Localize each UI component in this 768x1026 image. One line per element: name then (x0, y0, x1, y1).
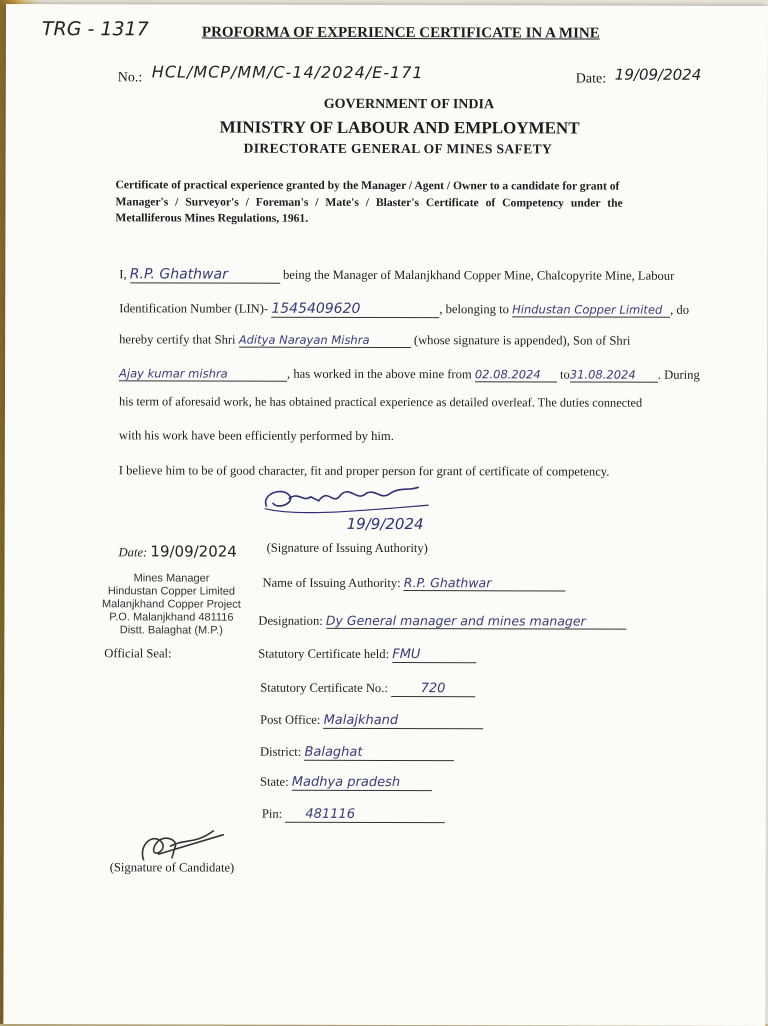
field-row (260, 745, 454, 762)
signature-date: 19/9/2024 (346, 514, 424, 534)
date-label: Date: (575, 71, 607, 87)
do-text: , do (670, 302, 690, 317)
footer-date-value: 19/09/2024 (150, 542, 237, 561)
field-value: FMU (392, 647, 476, 663)
seal-line-5: Distt. Balaghat (M.P.) (119, 624, 223, 637)
seal-line-1: Mines Manager (133, 572, 210, 585)
intro-line-3: Metalliferous Mines Regulations, 1961. (115, 211, 309, 225)
field-value: Balaghat (304, 745, 454, 761)
body-line-7: I believe him to be of good character, fit and proper person for grant of certificate of competency. (118, 463, 610, 479)
field-label: Pin: (261, 806, 283, 821)
field-value: 481116 (285, 807, 445, 823)
body-line-2 (119, 300, 689, 318)
lin-label: Identification Number (LIN)- (119, 301, 269, 316)
from-date-handwritten: 02.08.2024 (475, 367, 557, 382)
body-line-3 (119, 332, 630, 348)
document-title: PROFORMA OF EXPERIENCE CERTIFICATE IN A MINE (201, 24, 600, 42)
to-date-handwritten: 31.08.2024 (570, 367, 658, 382)
seal-line-2: Hindustan Copper Limited (107, 585, 236, 598)
handwritten-ref-number: TRG - 1317 (41, 18, 149, 41)
body-line-5: his term of aforesaid work, he has obtained practical experience as detailed overleaf. The duties connected (118, 394, 643, 410)
during-text: . During (657, 367, 700, 382)
footer-date-row (119, 542, 237, 560)
certificate-page (3, 4, 768, 1026)
field-value: 720 (391, 681, 475, 697)
government-heading: GOVERNMENT OF INDIA (323, 96, 495, 113)
field-label: Designation: (258, 613, 323, 628)
body-line-4 (119, 366, 700, 383)
field-row (258, 647, 476, 664)
lin-handwritten: 1545409620 (271, 301, 439, 318)
ministry-heading: MINISTRY OF LABOUR AND EMPLOYMENT (219, 117, 580, 138)
field-value: Malajkhand (324, 713, 484, 729)
body-i: I, (119, 267, 127, 282)
field-value: R.P. Ghathwar (404, 575, 566, 591)
official-seal-label: Official Seal: (104, 646, 172, 661)
issuing-authority-label: (Signature of Issuing Authority) (266, 540, 428, 556)
body-line-6: with his work have been efficiently performed by him. (118, 428, 394, 444)
seal-line-3: Malanjkhand Copper Project (102, 598, 241, 611)
to-text: to (559, 367, 570, 382)
body-p1-text: being the Manager of Malanjkhand Copper Mine, Chalcopyrite Mine, Labour (282, 267, 675, 283)
field-value: Madhya pradesh (292, 775, 432, 791)
seal-line-4: P.O. Malanjkhand 481116 (109, 611, 234, 624)
candidate-signature-label: (Signature of Candidate) (109, 860, 235, 875)
footer-date-label: Date: (118, 545, 148, 560)
field-label: Statutory Certificate held: (258, 646, 390, 662)
worked-text: , has worked in the above mine from (287, 366, 472, 382)
signature-name (259, 481, 265, 482)
no-value: HCL/MCP/MM/C-14/2024/E-171 (151, 62, 424, 83)
son-of-text: (whose signature is appended), Son of Shri (413, 333, 631, 348)
field-label: State: (259, 774, 289, 789)
manager-name-handwritten: R.P. Ghathwar (130, 266, 280, 283)
candidate-name-handwritten: Aditya Narayan Mishra (239, 333, 411, 348)
field-row (262, 807, 446, 823)
issuing-authority-signature (259, 481, 439, 541)
intro-line-2: Manager's / Surveyor's / Foreman's / Mate's / Blaster's Certificate of Competency under the (115, 195, 623, 210)
official-seal-stamp (88, 572, 254, 637)
field-value: Dy General manager and mines manager (326, 613, 626, 630)
belonging-text: , belonging to (439, 302, 509, 317)
directorate-heading: DIRECTORATE GENERAL OF MINES SAFETY (243, 140, 553, 157)
company-handwritten: Hindustan Copper Limited (512, 302, 670, 317)
field-row (260, 775, 432, 791)
certify-text: hereby certify that Shri (119, 332, 236, 347)
intro-line-1: Certificate of practical experience granted by the Manager / Agent / Owner to a candidate for grant of (115, 178, 620, 193)
father-name-handwritten: Ajay kumar mishra (119, 366, 287, 381)
field-label: Name of Issuing Authority: (262, 575, 401, 591)
field-label: Statutory Certificate No.: (260, 680, 388, 696)
field-label: District: (260, 744, 302, 759)
body-line-1 (119, 266, 674, 284)
no-label: No.: (117, 70, 143, 86)
field-row (260, 713, 483, 730)
field-row (262, 575, 565, 592)
field-label: Post Office: (260, 712, 321, 727)
field-row (260, 681, 475, 698)
field-row (258, 613, 626, 630)
date-value: 19/09/2024 (614, 65, 702, 84)
